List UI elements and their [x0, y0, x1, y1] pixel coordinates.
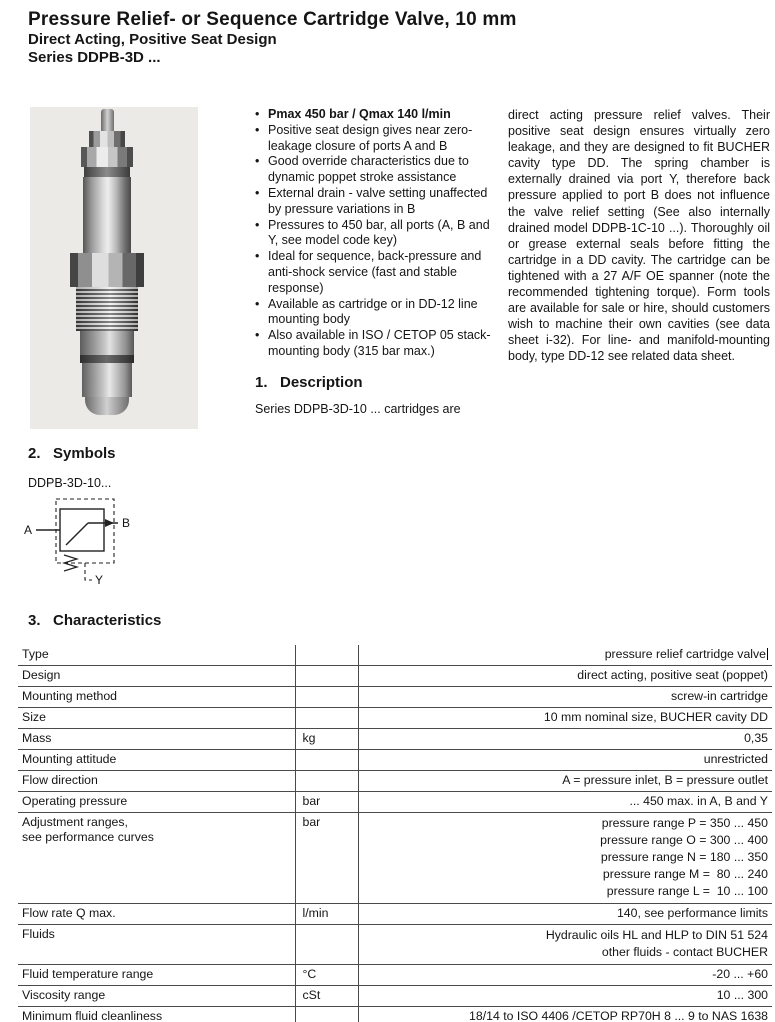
property-cell: [18, 666, 295, 687]
value-cell: [358, 904, 772, 925]
value-cell: [358, 666, 772, 687]
bullet-icon: •: [255, 328, 260, 343]
symbol-arrowhead: [105, 519, 114, 527]
feature-text: Available as cartridge or in DD-12 line mounting body: [268, 296, 478, 327]
value-cell: [358, 925, 772, 965]
description-body: direct acting pressure relief valves. Their positive seat design ensures virtually zero leakage, and they are designed to fit BUCHER cavity type DD. The spring chamber is externally drained via port Y, therefore back pressure applied to port B does not influence the valve relief setting (See also internally drained model DDPB-1C-10 ...). Thoroughly oil or grease external seals before fitting the cartridge in a DD cavity. The cartridge can be tightened with a 27 A/F OE spanner (note the recommended tightening torque). Form tools are available for sale or hire, should customers wish to machine their own cavities (see data sheet i-32). For line- and manifold-mounting body, type DD-12 see related data sheet.: [508, 108, 770, 364]
description-heading: [255, 374, 495, 391]
property-line: Operating pressure: [22, 794, 128, 808]
property-line: Minimum fluid cleanliness: [22, 1009, 163, 1022]
value-line: 0,35: [744, 731, 768, 745]
property-line: Adjustment ranges,: [22, 815, 128, 829]
hydraulic-symbol-diagram: [22, 492, 162, 600]
unit-cell: kg: [295, 729, 358, 750]
property-cell: [18, 645, 295, 666]
property-line: Flow direction: [22, 773, 98, 787]
table-row: [18, 792, 772, 813]
characteristics-heading-label: Characteristics: [53, 612, 162, 629]
valve-tip: [85, 397, 129, 415]
value-line: pressure range P = 350 ... 450: [601, 816, 768, 830]
valve-nose-upper: [80, 331, 134, 355]
value-cell: [358, 1007, 772, 1022]
feature-text: Ideal for sequence, back-pressure and anti-shock service (fast and stable response): [268, 249, 482, 295]
feature-item: [255, 249, 495, 296]
unit-cell: [295, 750, 358, 771]
feature-item: [255, 123, 495, 155]
property-cell: [18, 750, 295, 771]
symbols-number: 2.: [28, 445, 41, 462]
feature-text: Also available in ISO / CETOP 05 stack-mounting body (315 bar max.): [268, 328, 491, 358]
value-line: 10 mm nominal size, BUCHER cavity DD: [543, 710, 768, 724]
valve-adjust-nut: [81, 147, 133, 167]
table-row: [18, 687, 772, 708]
property-cell: [18, 1007, 295, 1022]
table-row: [18, 925, 772, 965]
bullet-icon: •: [255, 154, 260, 169]
value-cell: [358, 750, 772, 771]
header: [28, 8, 765, 67]
port-y-label: Y: [95, 573, 104, 587]
property-cell: [18, 925, 295, 965]
property-line: Viscosity range: [22, 988, 106, 1002]
value-line: direct acting, positive seat (poppet): [577, 668, 768, 682]
property-line: Mounting method: [22, 689, 118, 703]
bullet-icon: •: [255, 249, 260, 264]
table-row: [18, 645, 772, 666]
top-section: [30, 107, 770, 429]
feature-item: [255, 107, 495, 123]
property-cell: [18, 729, 295, 750]
unit-cell: [295, 1007, 358, 1022]
table-row: [18, 666, 772, 687]
feature-text: Pressures to 450 bar, all ports (A, B and Y, see model code key): [268, 217, 490, 248]
value-line: pressure range O = 300 ... 400: [600, 833, 768, 847]
value-line: screw-in cartridge: [670, 689, 768, 703]
feature-text: External drain - valve setting unaffected by pressure variations in B: [268, 185, 488, 216]
characteristics-table: [18, 645, 772, 1022]
port-b-label: B: [122, 516, 131, 530]
value-cell: [358, 986, 772, 1007]
value-line: pressure range L = 10 ... 100: [606, 884, 768, 898]
symbol-port-y-line: [85, 563, 92, 580]
description-heading-label: Description: [280, 373, 363, 391]
unit-cell: [295, 771, 358, 792]
value-cell: [358, 708, 772, 729]
value-line: Hydraulic oils HL and HLP to DIN 51 524: [545, 928, 768, 942]
unit-cell: l/min: [295, 904, 358, 925]
value-line: 18/14 to ISO 4406 /CETOP RP70H 8 ... 9 to NAS 1638: [469, 1009, 768, 1022]
valve-spring-housing: [83, 177, 131, 253]
property-cell: [18, 687, 295, 708]
property-cell: [18, 708, 295, 729]
bullet-icon: •: [255, 217, 260, 232]
property-line: Fluid temperature range: [22, 967, 154, 981]
value-line: ... 450 max. in A, B and Y: [629, 794, 768, 808]
table-row: [18, 1007, 772, 1022]
description-intro: Series DDPB-3D-10 ... cartridges are: [255, 401, 461, 416]
characteristics-number: 3.: [28, 612, 41, 629]
value-line: pressure relief cartridge valve: [604, 647, 766, 661]
value-line: -20 ... +60: [712, 967, 768, 981]
feature-text: Pmax 450 bar / Qmax 140 l/min: [268, 107, 451, 121]
feature-item: [255, 297, 495, 329]
value-cell: [358, 645, 772, 666]
valve-thread-section: [76, 287, 138, 331]
property-line: Fluids: [22, 927, 55, 941]
property-cell: [18, 792, 295, 813]
valve-nose-lower: [82, 363, 132, 397]
property-cell: [18, 813, 295, 904]
unit-cell: [295, 666, 358, 687]
unit-cell: [295, 708, 358, 729]
value-cell: [358, 687, 772, 708]
feature-item: [255, 154, 495, 186]
unit-cell: [295, 925, 358, 965]
value-line: pressure range M = 80 ... 240: [602, 867, 768, 881]
property-line: Mounting attitude: [22, 752, 117, 766]
symbols-section: [24, 445, 775, 600]
cartridge-valve-illustration: [62, 109, 152, 415]
valve-adjust-stem: [101, 109, 114, 131]
characteristics-table-body: [18, 645, 772, 1022]
table-row: [18, 750, 772, 771]
unit-cell: bar: [295, 813, 358, 904]
table-row: [18, 986, 772, 1007]
value-cell: [358, 965, 772, 986]
table-row: [18, 813, 772, 904]
table-row: [18, 708, 772, 729]
bullet-icon: •: [255, 122, 260, 137]
value-cell: [358, 729, 772, 750]
value-cell: [358, 771, 772, 792]
page-title: Pressure Relief- or Sequence Cartridge Valve, 10 mm: [28, 9, 517, 30]
features-list: [255, 107, 495, 360]
value-cell: [358, 792, 772, 813]
value-cell: [358, 813, 772, 904]
table-row: [18, 729, 772, 750]
bullet-icon: •: [255, 296, 260, 311]
value-line: unrestricted: [703, 752, 768, 766]
symbols-heading-label: Symbols: [53, 445, 116, 462]
symbol-spring: [64, 555, 77, 571]
property-line: Size: [22, 710, 46, 724]
feature-text: Positive seat design gives near zero-leakage closure of ports A and B: [268, 122, 473, 153]
valve-photo: [30, 107, 198, 429]
valve-collar: [84, 167, 130, 177]
characteristics-section: [0, 612, 775, 1022]
unit-cell: °C: [295, 965, 358, 986]
feature-item: [255, 218, 495, 250]
value-line: A = pressure inlet, B = pressure outlet: [562, 773, 768, 787]
property-line: Flow rate Q max.: [22, 906, 116, 920]
value-line: other fluids - contact BUCHER: [601, 945, 768, 959]
property-line: Design: [22, 668, 61, 682]
description-column: [508, 107, 770, 365]
value-line: 140, see performance limits: [616, 906, 768, 920]
port-a-label: A: [24, 523, 33, 537]
text-cursor: [767, 648, 768, 660]
unit-cell: [295, 645, 358, 666]
property-line: see performance curves: [22, 830, 154, 844]
valve-lock-nut: [89, 131, 125, 147]
unit-cell: bar: [295, 792, 358, 813]
feature-item: [255, 328, 495, 360]
valve-seal-groove: [80, 355, 134, 363]
characteristics-heading: [28, 612, 775, 629]
table-row: [18, 771, 772, 792]
property-cell: [18, 986, 295, 1007]
symbol-model-label: DDPB-3D-10...: [28, 476, 112, 490]
unit-cell: cSt: [295, 986, 358, 1007]
bullet-icon: •: [255, 107, 260, 121]
property-line: Type: [22, 647, 49, 661]
page-subtitle: Direct Acting, Positive Seat Design: [28, 31, 277, 48]
property-cell: [18, 904, 295, 925]
valve-hex-flats: [70, 253, 144, 287]
table-row: [18, 965, 772, 986]
table-row: [18, 904, 772, 925]
property-cell: [18, 771, 295, 792]
bullet-icon: •: [255, 185, 260, 200]
feature-item: [255, 186, 495, 218]
features-column: [255, 107, 495, 417]
value-line: pressure range N = 180 ... 350: [600, 850, 768, 864]
value-line: 10 ... 300: [716, 988, 768, 1002]
feature-text: Good override characteristics due to dynamic poppet stroke assistance: [268, 154, 469, 185]
property-cell: [18, 965, 295, 986]
description-number: 1.: [255, 373, 268, 391]
unit-cell: [295, 687, 358, 708]
series-name: Series DDPB-3D ...: [28, 49, 161, 66]
property-line: Mass: [22, 731, 52, 745]
symbols-heading: [28, 445, 775, 462]
